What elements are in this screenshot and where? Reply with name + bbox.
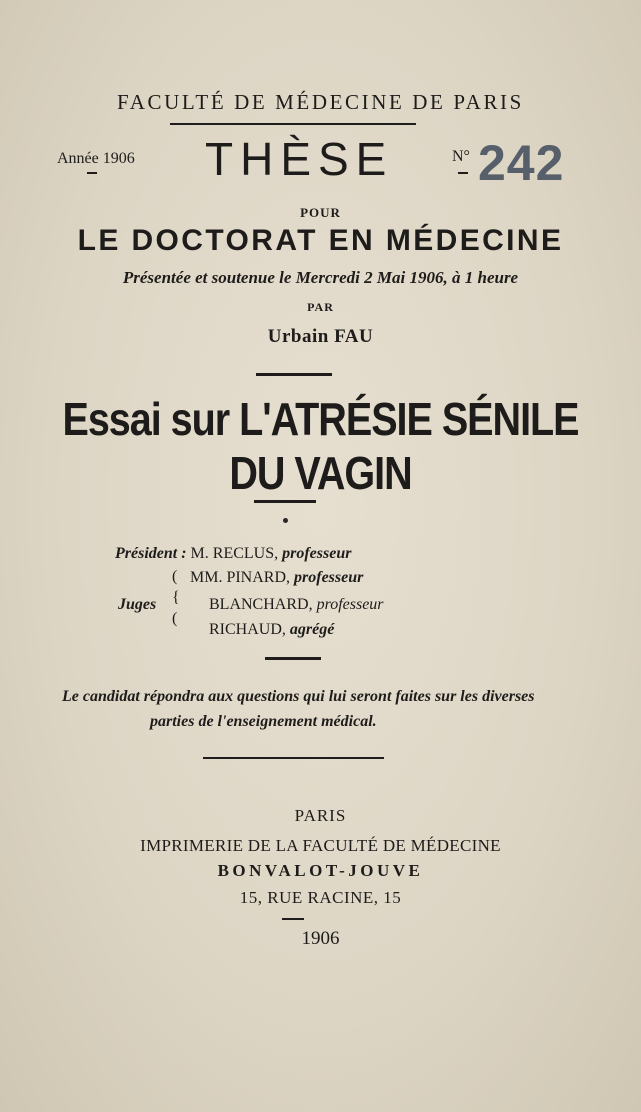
notice-line-2: parties de l'enseignement médical. — [150, 713, 377, 730]
presentation-line: Présentée et soutenue le Mercredi 2 Mai 1906, à 1 heure — [122, 268, 519, 287]
year-dash — [87, 172, 97, 174]
these-title: THÈSE — [205, 133, 394, 185]
president-name: M. RECLUS, — [190, 545, 279, 562]
year-label: Année 1906 — [57, 150, 135, 167]
imprint-year: 1906 — [301, 928, 340, 949]
degree-heading: LE DOCTORAT EN MÉDECINE — [77, 224, 564, 257]
judge-line — [209, 596, 384, 614]
judge-role: professeur — [316, 596, 384, 613]
rule-above-title — [256, 373, 332, 376]
imprint-printer: IMPRIMERIE DE LA FACULTÉ DE MÉDECINE — [140, 836, 501, 855]
rule-above-notice — [265, 657, 321, 660]
judge-role: agrégé — [289, 621, 335, 638]
rule-below-title — [254, 500, 316, 503]
thesis-number-stamp: 242 — [478, 135, 565, 191]
rule-above-year — [282, 918, 304, 920]
president-line — [115, 545, 351, 563]
rule-under-faculty — [170, 123, 416, 125]
faculty-heading: FACULTÉ DE MÉDECINE DE PARIS — [117, 90, 524, 114]
imprint-city: PARIS — [294, 806, 347, 825]
judge-name: BLANCHARD, — [209, 596, 313, 613]
rule-above-imprint — [203, 757, 384, 759]
president-label: Président : — [115, 545, 187, 562]
bullet-dot — [283, 518, 288, 523]
judge-role: professeur — [294, 569, 364, 586]
judges-brace: ( { ( — [172, 568, 180, 627]
imprint-publisher: BONVALOT-JOUVE — [217, 861, 424, 880]
par-label: PAR — [307, 300, 334, 314]
number-label: N° — [452, 148, 470, 165]
notice-line-1: Le candidat répondra aux questions qui lui seront faites sur les diverses — [62, 688, 535, 705]
judge-name: RICHAUD, — [209, 621, 286, 638]
judge-line — [190, 569, 363, 587]
president-role: professeur — [282, 545, 352, 562]
judge-name: MM. PINARD, — [190, 569, 291, 586]
thesis-title: Essai sur L'ATRÉSIE SÉNILE DU VAGIN — [62, 393, 579, 499]
author-name: Urbain FAU — [267, 326, 374, 347]
number-dash — [458, 172, 468, 174]
judge-line — [209, 621, 334, 639]
imprint-address: 15, RUE RACINE, 15 — [239, 888, 402, 907]
judges-label: Juges — [118, 596, 157, 613]
pour-label: POUR — [300, 205, 341, 220]
